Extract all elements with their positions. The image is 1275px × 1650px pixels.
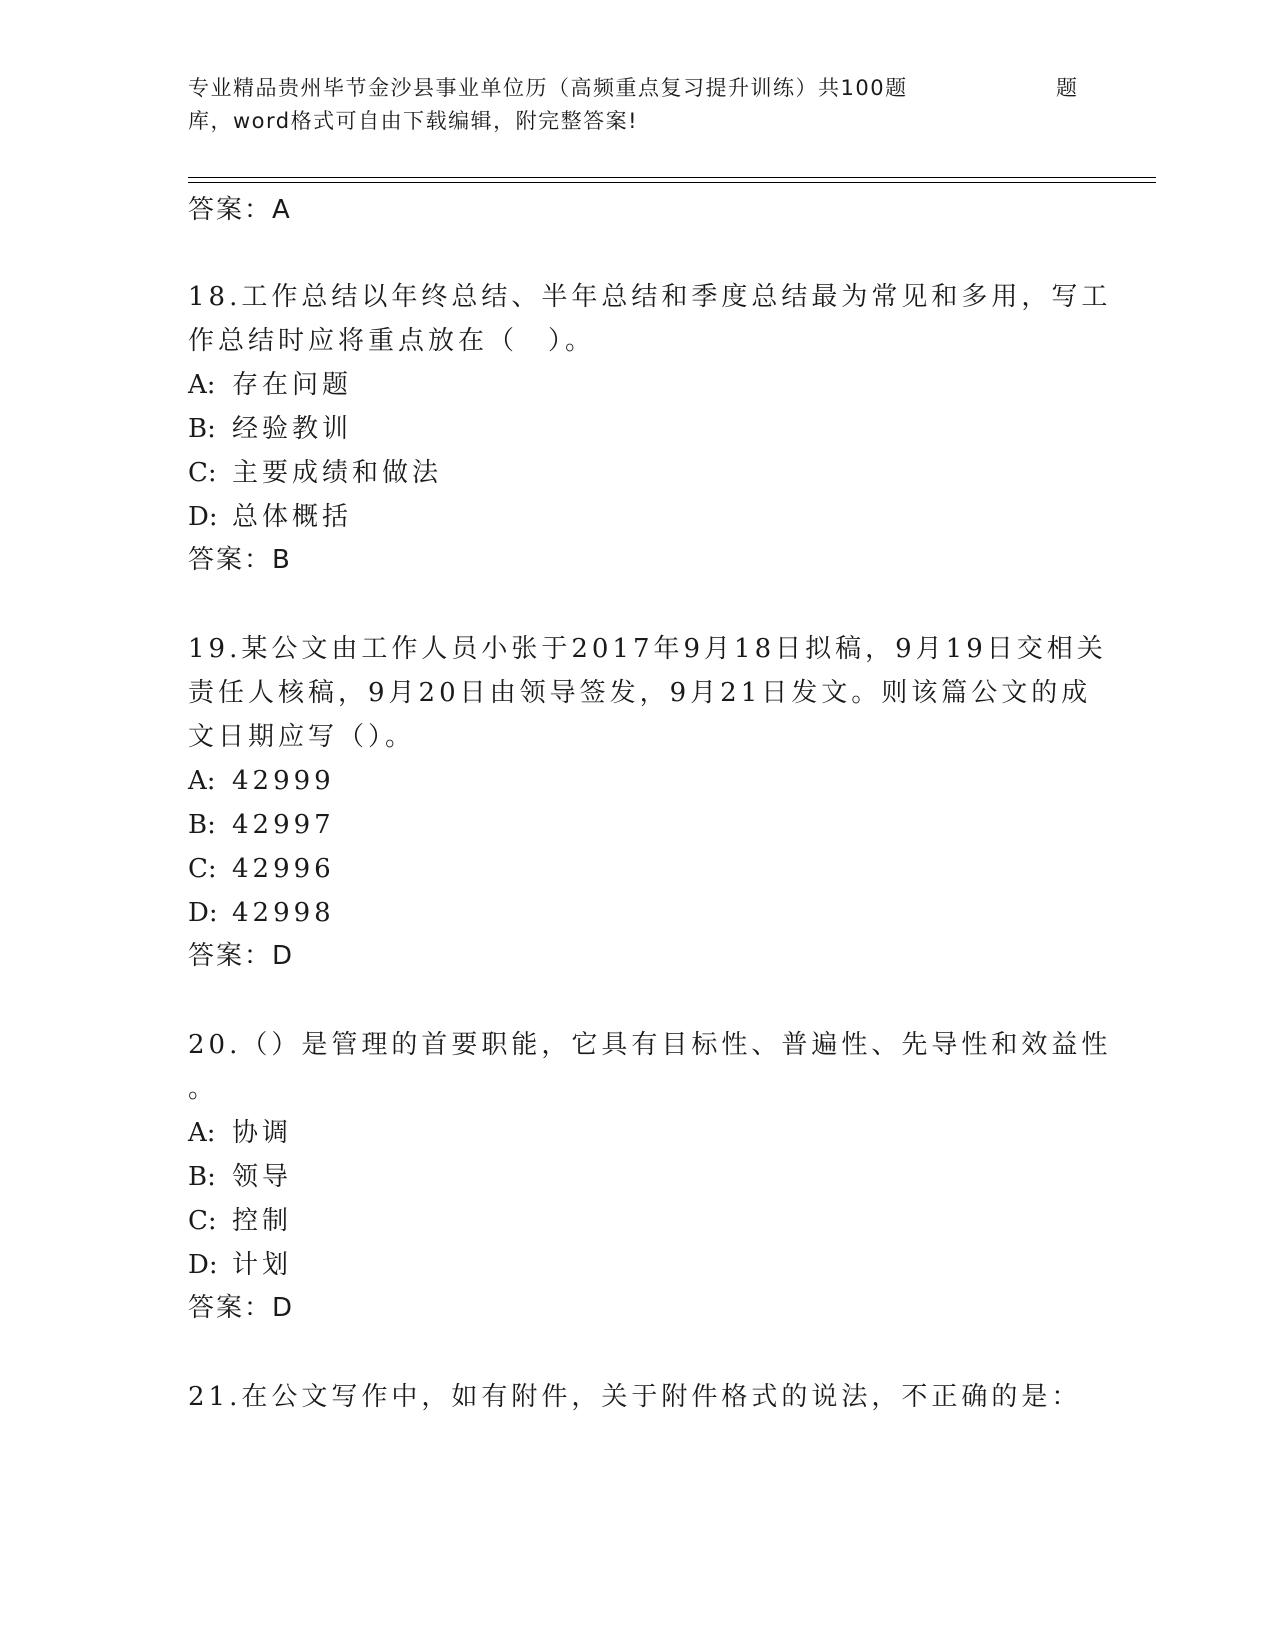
question-20-option-b <box>188 1162 292 1192</box>
question-20-option-d <box>188 1250 292 1280</box>
header-line-2: 库，word格式可自由下载编辑，附完整答案! <box>188 109 639 133</box>
question-19-option-c <box>188 854 335 884</box>
option-letter: B: <box>188 1162 216 1192</box>
question-18-text-2: 作总结时应将重点放在（ ）。 <box>188 326 596 356</box>
option-letter: A: <box>188 766 216 796</box>
option-letter: D: <box>188 1250 218 1280</box>
header-divider-top <box>188 177 1156 178</box>
question-18-text-1: 18.工作总结以年终总结、半年总结和季度总结最为常见和多用，写工 <box>188 282 1112 312</box>
question-20-option-a <box>188 1118 292 1148</box>
option-letter: B: <box>188 414 216 444</box>
option-text: 存在问题 <box>232 370 353 400</box>
question-20-option-c <box>188 1206 292 1236</box>
header-divider-bottom <box>188 182 1156 183</box>
answer-18: 答案：B <box>188 545 292 575</box>
option-text: 主要成绩和做法 <box>232 458 443 488</box>
question-18-option-b <box>188 414 352 444</box>
option-letter: C: <box>188 1206 217 1236</box>
option-text: 42998 <box>232 898 335 928</box>
answer-17: 答案：A <box>188 195 292 225</box>
option-text: 42997 <box>232 810 335 840</box>
question-18-option-a <box>188 370 352 400</box>
option-text: 经验教训 <box>232 414 353 444</box>
option-letter: B: <box>188 810 216 840</box>
question-18-option-c <box>188 458 442 488</box>
question-19-text-3: 文日期应写（）。 <box>188 722 416 752</box>
header-title-tail: 题 <box>1056 76 1079 100</box>
question-19-option-d <box>188 898 335 928</box>
option-text: 总体概括 <box>232 502 353 532</box>
question-19-option-a <box>188 766 335 796</box>
option-text: 42996 <box>232 854 335 884</box>
answer-19: 答案：D <box>188 941 295 971</box>
option-text: 42999 <box>232 766 335 796</box>
option-letter: D: <box>188 502 218 532</box>
question-18-option-d <box>188 502 352 532</box>
question-19-text-2: 责任人核稿，9月20日由领导签发，9月21日发文。则该篇公文的成 <box>188 678 1092 708</box>
option-letter: C: <box>188 854 217 884</box>
question-19-text-1: 19.某公文由工作人员小张于2017年9月18日拟稿，9月19日交相关 <box>188 634 1107 664</box>
option-letter: A: <box>188 370 216 400</box>
question-19-option-b <box>188 810 335 840</box>
option-letter: D: <box>188 898 218 928</box>
option-text: 计划 <box>232 1250 293 1280</box>
question-21-text-1: 21.在公文写作中，如有附件，关于附件格式的说法，不正确的是： <box>188 1382 1082 1412</box>
answer-20: 答案：D <box>188 1293 295 1323</box>
option-text: 领导 <box>232 1162 293 1192</box>
option-letter: C: <box>188 458 217 488</box>
question-20-text-1: 20.（）是管理的首要职能，它具有目标性、普遍性、先导性和效益性 <box>188 1030 1112 1060</box>
option-text: 协调 <box>232 1118 293 1148</box>
question-20-text-2: 。 <box>188 1074 219 1104</box>
header-title: 专业精品贵州毕节金沙县事业单位历（高频重点复习提升训练）共100题 <box>188 76 908 100</box>
header-line-1 <box>188 72 1088 105</box>
document-header <box>188 72 1088 138</box>
option-letter: A: <box>188 1118 216 1148</box>
option-text: 控制 <box>232 1206 293 1236</box>
